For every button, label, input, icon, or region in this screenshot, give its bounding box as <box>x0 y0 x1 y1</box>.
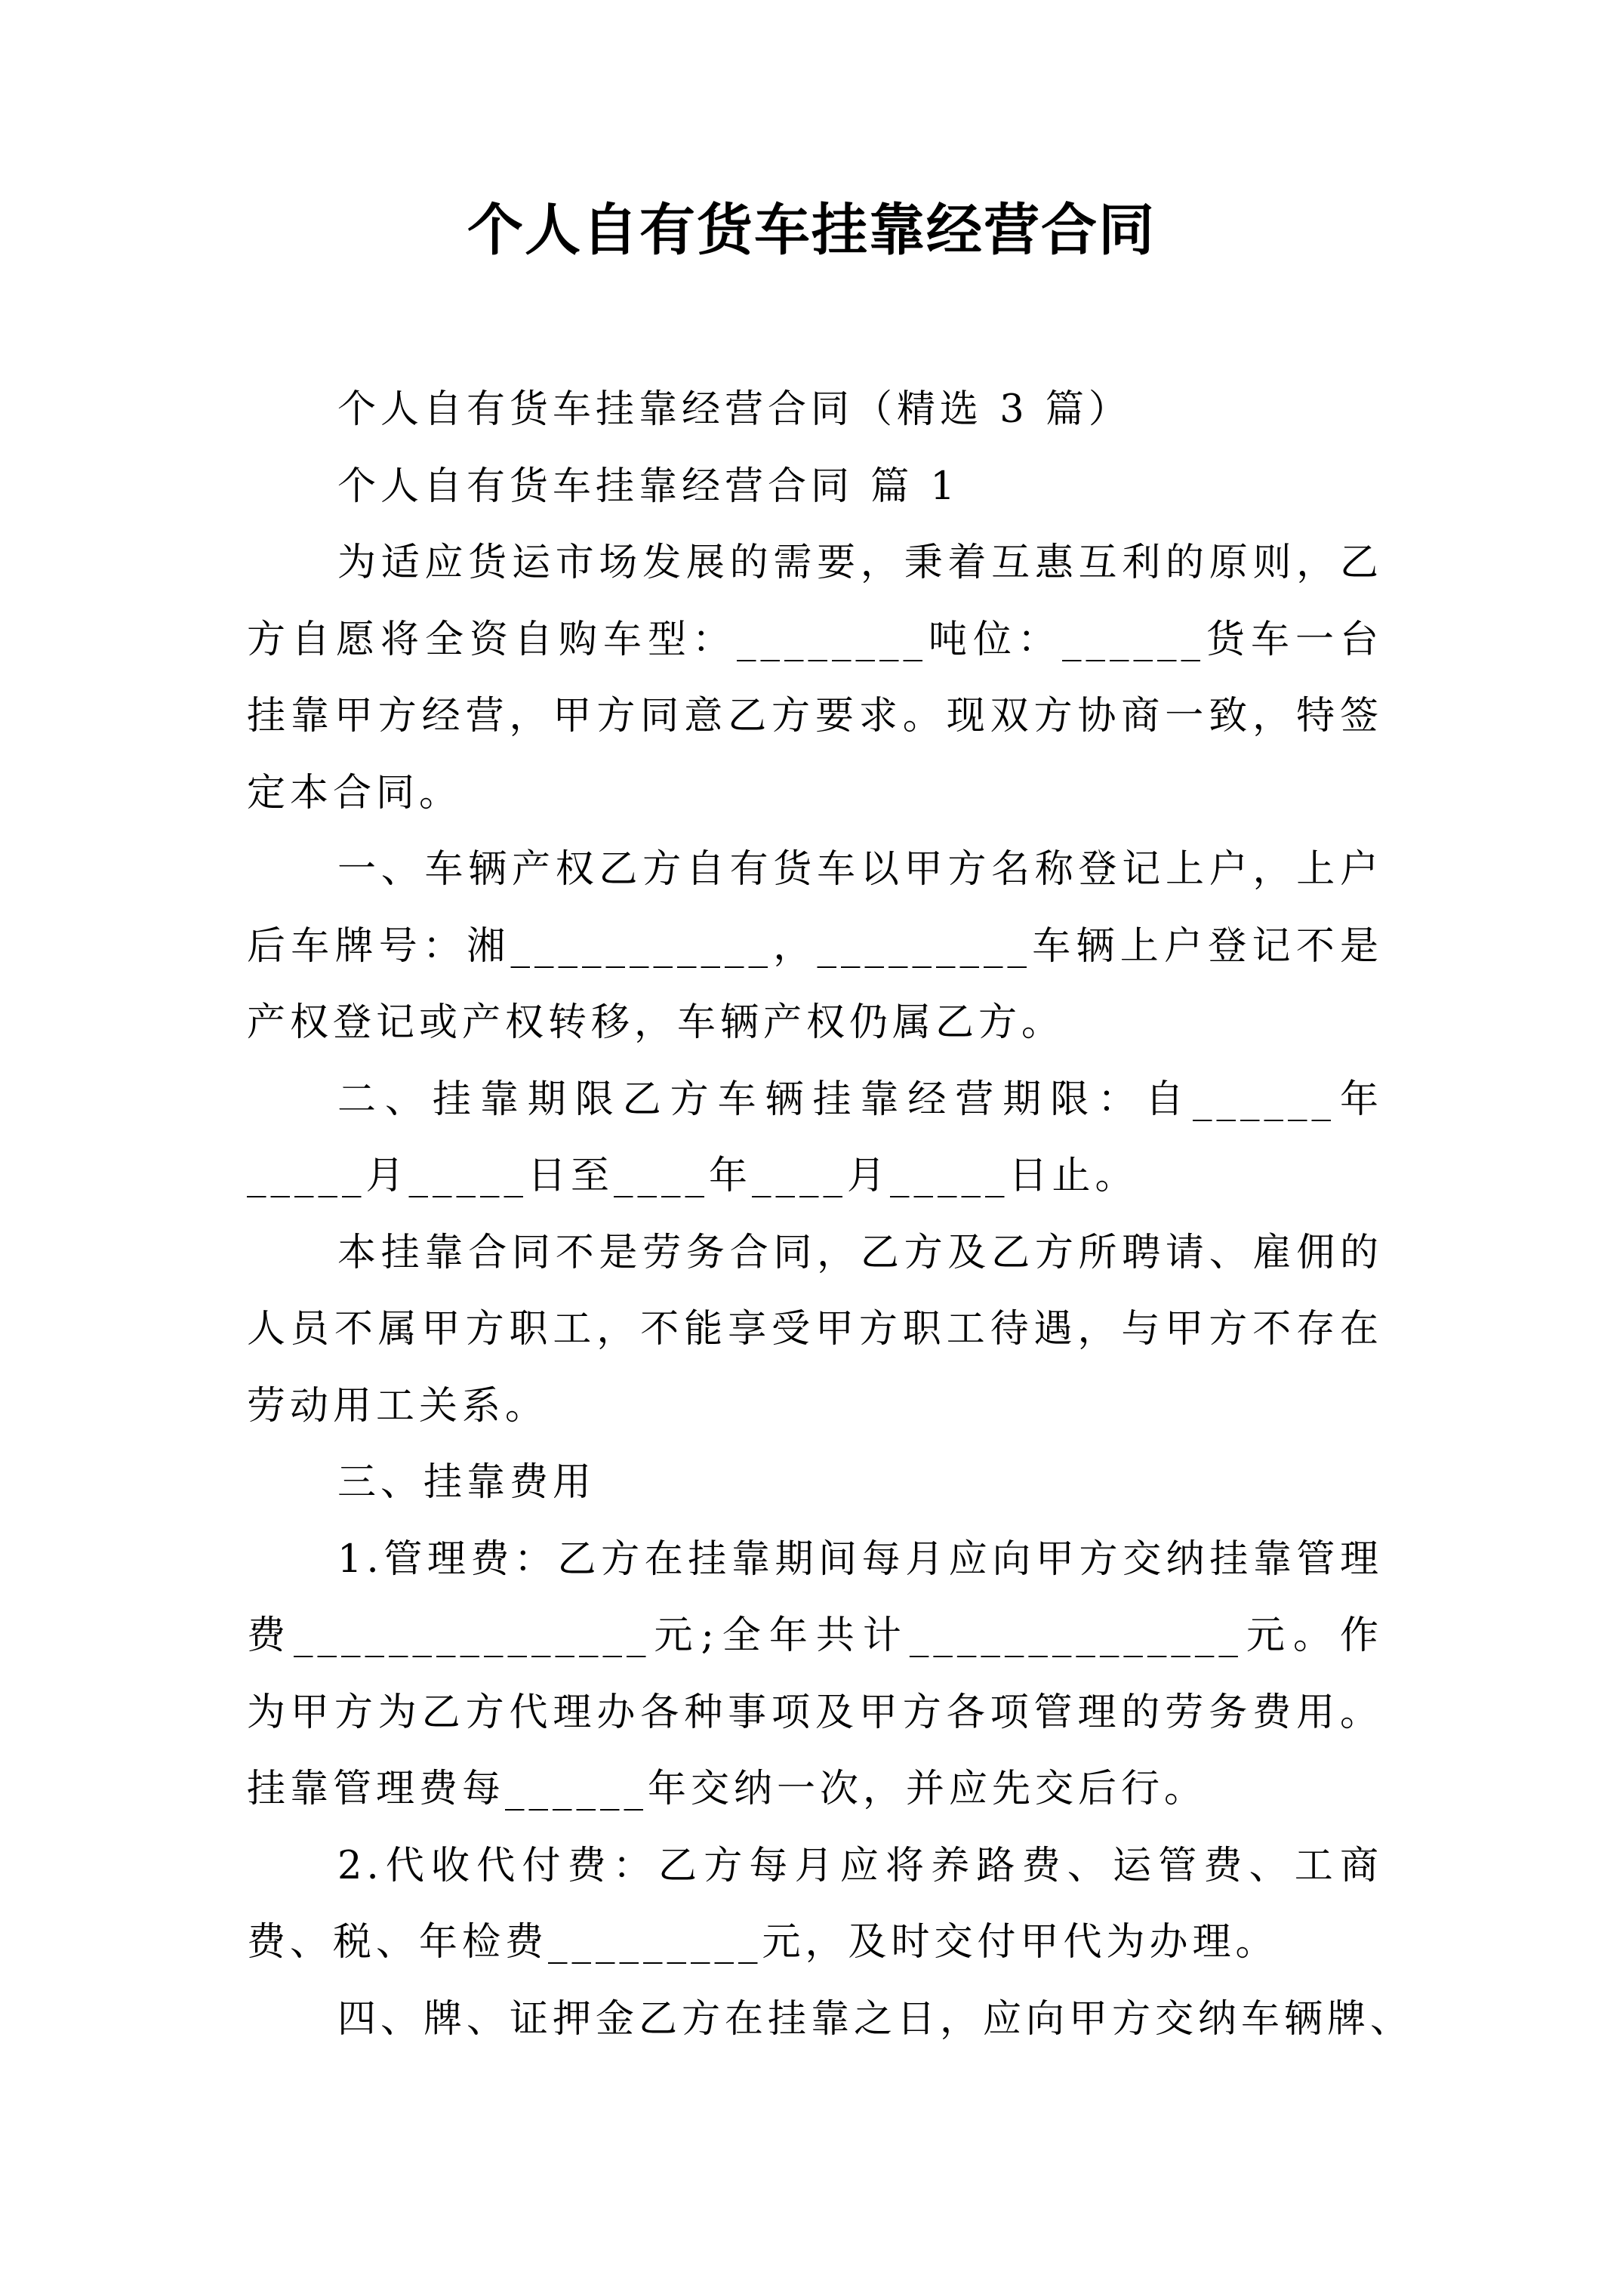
clause-term: 二、挂靠期限乙方车辆挂靠经营期限：自______年_____月_____日至____年____月_____日止。 <box>247 1077 1383 1198</box>
section-heading-part-1: 个人自有货车挂靠经营合同 篇 1 <box>337 464 959 509</box>
document-body <box>247 371 1414 2057</box>
clause-collection-fee: 2.代收代付费：乙方每月应将养路费、运管费、工商费、税、年检费_________元，及时交付甲代为办理。 <box>247 1843 1383 1965</box>
document-title: 个人自有货车挂靠经营合同 <box>467 198 1156 263</box>
clause-vehicle-ownership: 一、车辆产权乙方自有货车以甲方名称登记上户，上户后车牌号：湘___________，_________车辆上户登记不是产权登记或产权转移，车辆产权仍属乙方。 <box>247 847 1383 1045</box>
clause-management-fee: 1.管理费：乙方在挂靠期间每月应向甲方交纳挂靠管理费_______________元;全年共计______________元。作为甲方为乙方代理办各种事项及甲方各项管理的劳务费用。挂靠管理费每______年交纳一次，并应先交后行。 <box>247 1536 1383 1811</box>
clause-fees-heading: 三、挂靠费用 <box>337 1460 596 1505</box>
preamble-paragraph: 为适应货运市场发展的需要，秉着互惠互利的原则，乙方自愿将全资自购车型：________吨位：______货车一台挂靠甲方经营，甲方同意乙方要求。现双方协商一致，特签定本合同。 <box>247 541 1383 815</box>
document-subtitle: 个人自有货车挂靠经营合同（精选 3 篇） <box>337 387 1132 432</box>
clause-deposit: 四、牌、证押金乙方在挂靠之日，应向甲方交纳车辆牌、 <box>337 1996 1414 2042</box>
clause-labor-relation: 本挂靠合同不是劳务合同，乙方及乙方所聘请、雇佣的人员不属甲方职工，不能享受甲方职工待遇，与甲方不存在劳动用工关系。 <box>247 1230 1383 1428</box>
